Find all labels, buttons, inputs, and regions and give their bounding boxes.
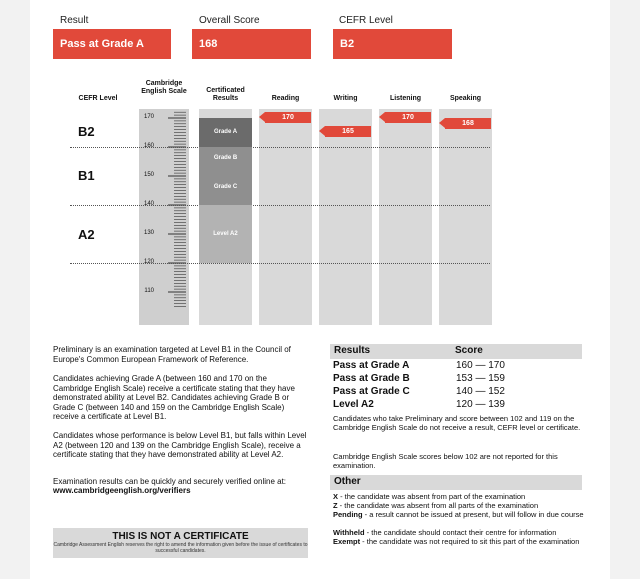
results-header-label: Results xyxy=(334,345,371,356)
not-certificate-subtext: Cambridge Assessment English reserves the right to amend the information given before the issue of certificates to successful candidates. xyxy=(53,542,308,554)
info-paragraph-1: Preliminary is an examination targeted at Level B1 in the Council of Europe's Common European Framework of Reference. xyxy=(53,345,291,364)
other-item-exempt: Exempt - the candidate was not required to sit this part of the examination xyxy=(333,537,580,546)
col-head-listening: Listening xyxy=(389,95,422,102)
listening-score-flag: 170 xyxy=(385,112,431,123)
col-head-reading: Reading xyxy=(271,95,300,102)
level-divider-160 xyxy=(70,147,490,148)
other-item-pending: Pending - a result cannot be issued at present, but will follow in due course xyxy=(333,510,584,519)
cert-bar-grade-c: Grade C xyxy=(199,170,252,205)
result-row-grade-c: Pass at Grade C xyxy=(333,386,410,397)
tick-label-130: 130 xyxy=(143,230,154,236)
overall-score-box: 168 xyxy=(192,29,311,59)
info-paragraph-3: Candidates whose performance is below Level B1, but falls within Level A2 (between 120 and 139 on the Cambridge English Scale), receive a certificate stating that they have demonstrated ability at Level A2. xyxy=(53,431,307,460)
other-header-label: Other xyxy=(334,476,361,487)
scale-tick-marks xyxy=(168,109,186,325)
result-label: Result xyxy=(60,15,89,26)
tick-label-150: 150 xyxy=(143,172,154,178)
result-score-grade-b: 153 — 159 xyxy=(456,373,505,384)
result-row-grade-a: Pass at Grade A xyxy=(333,360,410,371)
result-row-level-a2: Level A2 xyxy=(333,399,374,410)
overall-score-label: Overall Score xyxy=(199,15,260,26)
listening-band xyxy=(379,109,432,325)
cert-bar-level-a2: Level A2 xyxy=(199,205,252,263)
other-item-x: X - the candidate was absent from part of the examination xyxy=(333,492,526,501)
cefr-level-a2: A2 xyxy=(78,227,95,242)
col-head-writing: Writing xyxy=(333,95,358,102)
result-value-box: Pass at Grade A xyxy=(53,29,171,59)
result-score-grade-c: 140 — 152 xyxy=(456,386,505,397)
results-note-2: Cambridge English Scale scores below 102 are not reported for this examination. xyxy=(333,452,558,470)
score-header-label: Score xyxy=(455,345,483,356)
writing-score-flag: 165 xyxy=(325,126,371,137)
other-item-z: Z - the candidate was absent from all parts of the examination xyxy=(333,501,539,510)
info-paragraph-2: Candidates achieving Grade A (between 160 and 170 on the Cambridge English Scale) receive a certificate stating that they have demonstrated ability at Level B2. Candidates achieving Grade B or Grade C (between 140 and 159 on the Cambridge English Scale) receive a certificate at Level B1. xyxy=(53,374,295,422)
result-row-grade-b: Pass at Grade B xyxy=(333,373,410,384)
writing-band xyxy=(319,109,372,325)
col-head-cert: Certificated Results xyxy=(206,87,245,102)
tick-label-110: 110 xyxy=(144,288,154,294)
speaking-score-flag: 168 xyxy=(445,118,491,129)
level-divider-120 xyxy=(70,263,490,264)
reading-score-flag: 170 xyxy=(265,112,311,123)
col-head-speaking: Speaking xyxy=(449,95,482,102)
level-divider-140 xyxy=(70,205,490,206)
info-paragraph-4: Examination results can be quickly and securely verified online at: xyxy=(53,477,287,486)
results-table-header xyxy=(330,344,582,359)
speaking-band xyxy=(439,109,492,325)
cert-bar-grade-b: Grade B xyxy=(199,147,252,170)
tick-label-170: 170 xyxy=(143,114,154,120)
tick-label-140: 140 xyxy=(143,201,154,207)
other-header xyxy=(330,475,582,490)
other-item-withheld: Withheld - the candidate should contact their centre for information xyxy=(333,528,557,537)
cefr-level-b1: B1 xyxy=(78,168,95,183)
result-score-grade-a: 160 — 170 xyxy=(456,360,505,371)
cefr-level-b2: B2 xyxy=(78,124,95,139)
not-certificate-notice xyxy=(53,528,308,558)
reading-band xyxy=(259,109,312,325)
col-head-cefr: CEFR Level xyxy=(78,95,118,102)
verify-link[interactable]: www.cambridgeenglish.org/verifiers xyxy=(53,486,191,495)
cert-bar-grade-a: Grade A xyxy=(199,118,252,147)
not-certificate-title: THIS IS NOT A CERTIFICATE xyxy=(112,531,249,542)
tick-label-120: 120 xyxy=(143,259,154,265)
results-note-1: Candidates who take Preliminary and score between 102 and 119 on the Cambridge English Scale do not receive a result, CEFR level or certificate. xyxy=(333,414,581,432)
col-head-scale: Cambridge English Scale xyxy=(141,80,187,95)
cefr-level-box: B2 xyxy=(333,29,452,59)
cefr-level-label: CEFR Level xyxy=(339,15,393,26)
result-score-level-a2: 120 — 139 xyxy=(456,399,505,410)
tick-label-160: 160 xyxy=(143,143,154,149)
